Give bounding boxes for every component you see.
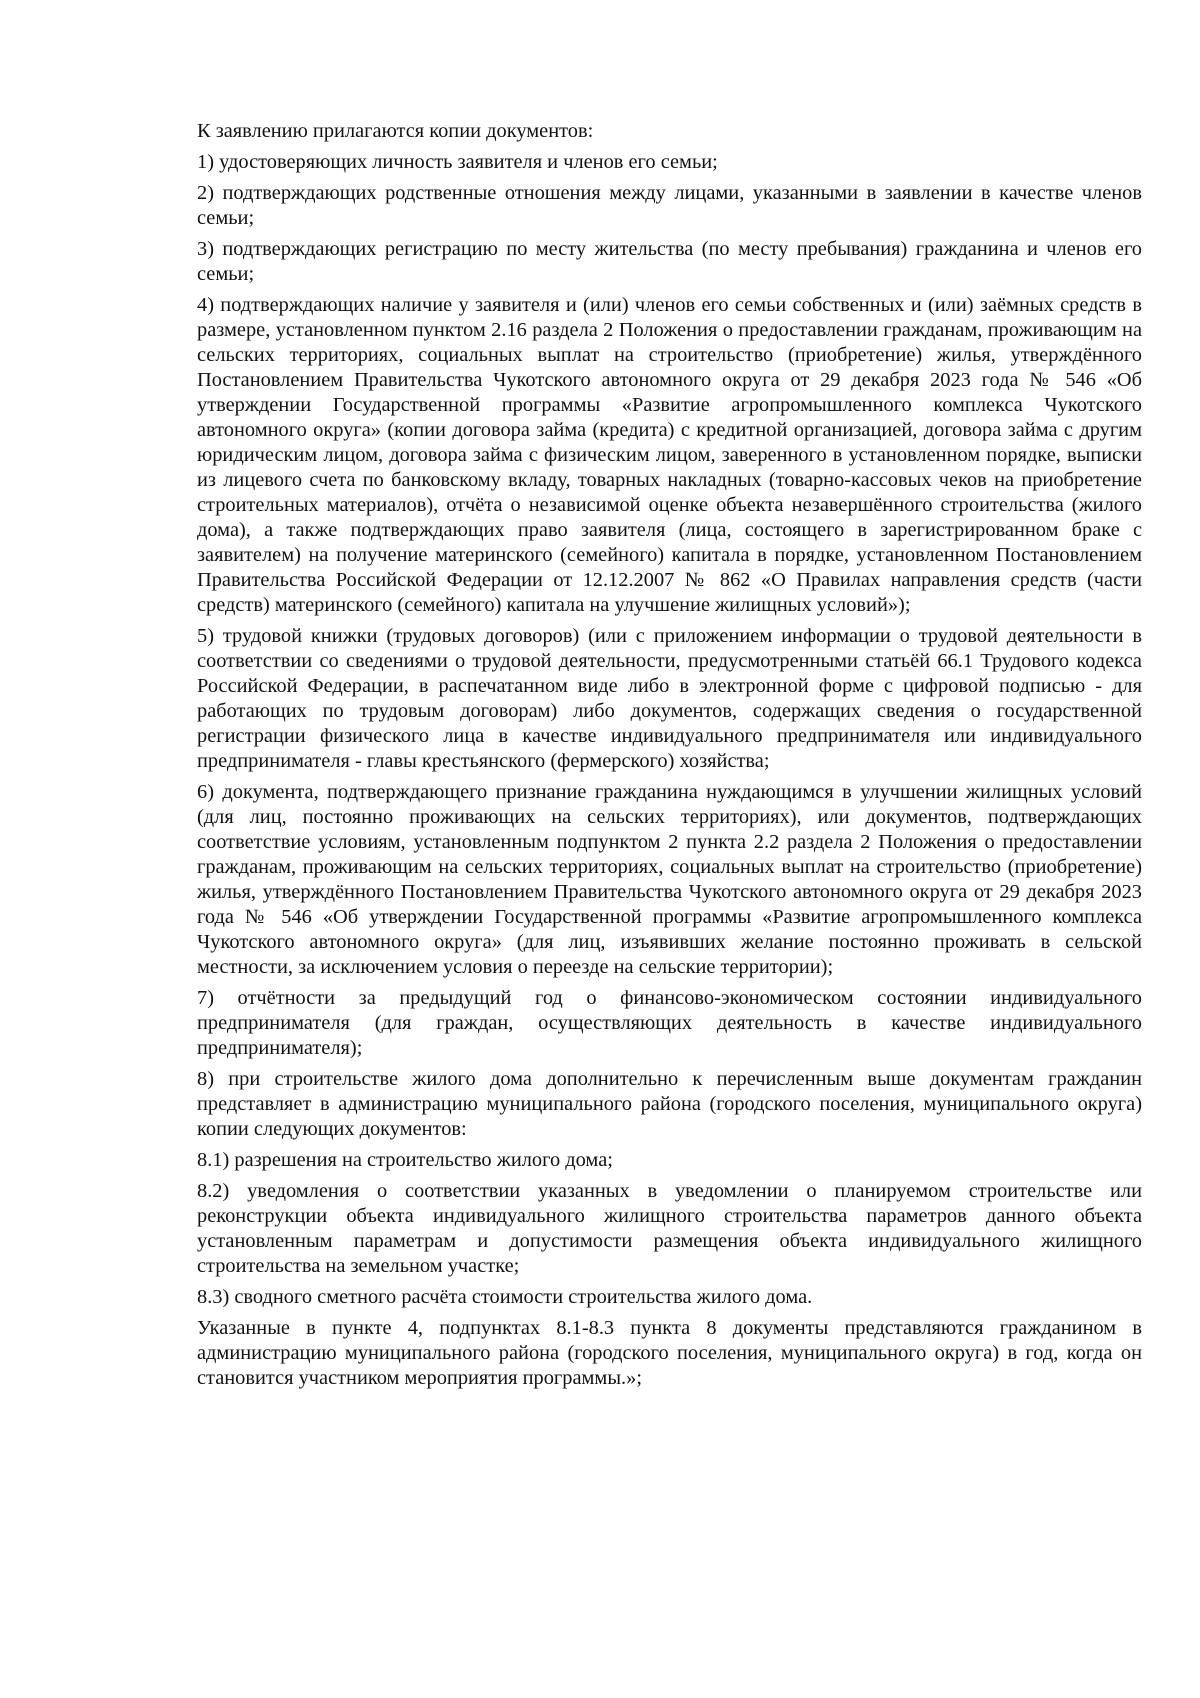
sub-item-8-1: 8.1) разрешения на строительство жилого дома;	[197, 1149, 613, 1171]
list-item-5: 5) трудовой книжки (трудовых договоров) (или с приложением информации о трудовой деятельности в соответствии со сведениями о трудовой деятельности, предусмотренными статьёй 66.1 Трудового кодекса Российской Федерации, в распечатанном виде либо в электронной форме с цифровой подписью - для работающих по трудовым договорам) либо документов, содержащих сведения о государственной регистрации физического лица в качестве индивидуального предпринимателя или индивидуального предпринимателя - главы крестьянского (фермерского) хозяйства;	[197, 625, 1142, 772]
sub-item-8-2: 8.2) уведомления о соответствии указанных в уведомлении о планируемом строительстве или реконструкции объекта индивидуального жилищного строительства параметров данного объекта установленным параметрам и допустимости размещения объекта индивидуального жилищного строительства на земельном участке;	[197, 1180, 1142, 1277]
list-item-3: 3) подтверждающих регистрацию по месту жительства (по месту пребывания) гражданина и членов его семьи;	[197, 238, 1142, 285]
sub-item-8-3: 8.3) сводного сметного расчёта стоимости строительства жилого дома.	[197, 1286, 813, 1308]
list-item-4: 4) подтверждающих наличие у заявителя и (или) членов его семьи собственных и (или) заёмных средств в размере, установленном пунктом 2.16 раздела 2 Положения о предоставлении гражданам, проживающим на сельских территориях, социальных выплат на строительство (приобретение) жилья, утверждённого Постановлением Правительства Чукотского автономного округа от 29 декабря 2023 года № 546 «Об утверждении Государственной программы «Развитие агропромышленного комплекса Чукотского автономного округа» (копии договора займа (кредита) с кредитной организацией, договора займа с другим юридическим лицом, договора займа с физическим лицом, заверенного в установленном порядке, выписки из лицевого счета по банковскому вкладу, товарных накладных (товарно-кассовых чеков на приобретение строительных материалов), отчёта о независимой оценке объекта незавершённого строительства (жилого дома), а также подтверждающих право заявителя (лица, состоящего в зарегистрированном браке с заявителем) на получение материнского (семейного) капитала в порядке, установленном Постановлением Правительства Российской Федерации от 12.12.2007 № 862 «О Правилах направления средств (части средств) материнского (семейного) капитала на улучшение жилищных условий»);	[197, 294, 1142, 616]
list-item-2: 2) подтверждающих родственные отношения между лицами, указанными в заявлении в качестве членов семьи;	[197, 182, 1142, 229]
list-item-8: 8) при строительстве жилого дома дополнительно к перечисленным выше документам гражданин представляет в администрацию муниципального района (городского поселения, муниципального округа) копии следующих документов:	[197, 1068, 1142, 1140]
closing-paragraph: Указанные в пункте 4, подпунктах 8.1-8.3 пункта 8 документы представляются гражданином в администрацию муниципального района (городского поселения, муниципального округа) в год, когда он становится участником мероприятия программы.»;	[197, 1317, 1142, 1389]
list-item-7: 7) отчётности за предыдущий год о финансово-экономическом состоянии индивидуального предпринимателя (для граждан, осуществляющих деятельность в качестве индивидуального предпринимателя);	[197, 987, 1142, 1059]
document-body	[197, 119, 1142, 1391]
list-item-6: 6) документа, подтверждающего признание гражданина нуждающимся в улучшении жилищных условий (для лиц, постоянно проживающих на сельских территориях), или документов, подтверждающих соответствие условиям, установленным подпунктом 2 пункта 2.2 раздела 2 Положения о предоставлении гражданам, проживающим на сельских территориях, социальных выплат на строительство (приобретение) жилья, утверждённого Постановлением Правительства Чукотского автономного округа от 29 декабря 2023 года № 546 «Об утверждении Государственной программы «Развитие агропромышленного комплекса Чукотского автономного округа» (для лиц, изъявивших желание постоянно проживать в сельской местности, за исключением условия о переезде на сельские территории);	[197, 781, 1142, 978]
intro-paragraph: К заявлению прилагаются копии документов:	[197, 120, 594, 142]
list-item-1: 1) удостоверяющих личность заявителя и членов его семьи;	[197, 151, 718, 173]
